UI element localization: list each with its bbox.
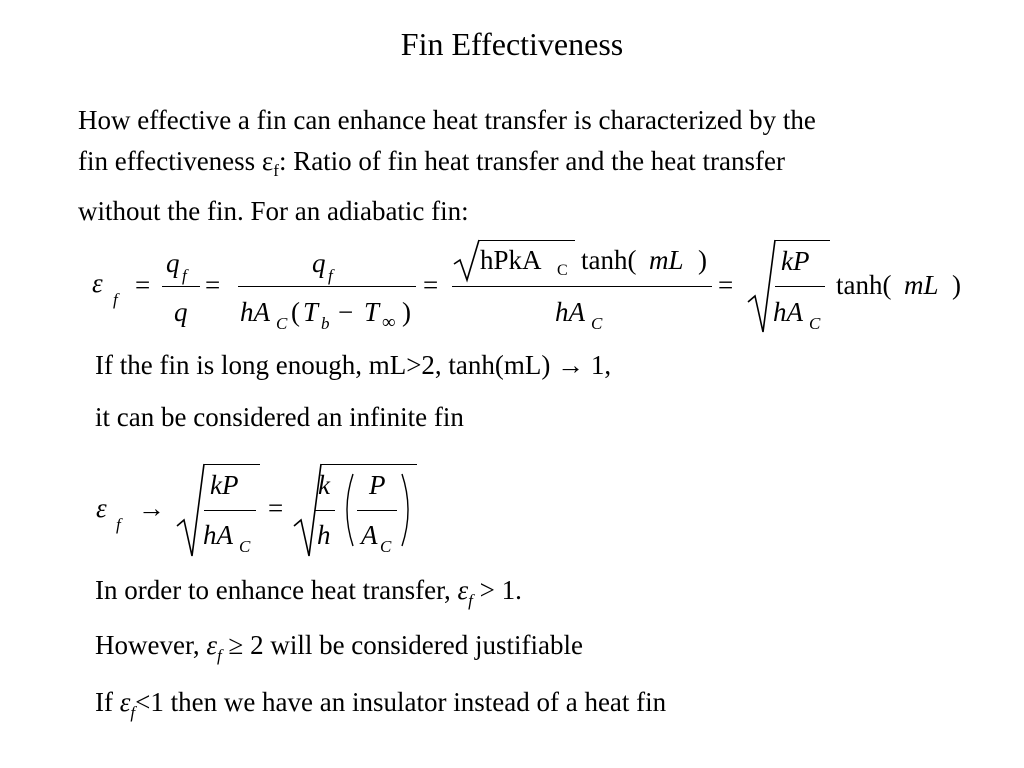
- intro-line-2-post: : Ratio of fin heat transfer and the heat transfer: [278, 146, 785, 176]
- eq1-sqrt2-C: C: [809, 314, 821, 333]
- eq1-sqrt-bar-2: [775, 240, 830, 241]
- eq2-sqrt-bar-1: [204, 464, 260, 465]
- intro-line-1: How effective a fin can enhance heat transfer is characterized by the: [78, 105, 816, 135]
- insulator-epsilon: ε: [119, 687, 131, 717]
- however-pre: However,: [95, 630, 207, 660]
- eq1-den3-hA: hA: [555, 297, 585, 327]
- eq1-equals-3: =: [423, 270, 439, 300]
- insulator-pre: If: [95, 687, 120, 717]
- eq2-hA: hA: [203, 520, 233, 550]
- insulator-line: [95, 687, 666, 723]
- however-line: [95, 630, 583, 666]
- enhance-epsilon: ε: [457, 575, 469, 605]
- eq2-fraction-bar-1: [204, 510, 256, 511]
- long-fin-line-1: If the fin is long enough, mL>2, tanh(mL) → 1,: [95, 350, 612, 380]
- however-epsilon: ε: [206, 630, 218, 660]
- eq1-den-paren-open: (: [291, 297, 300, 327]
- eq1-sqrt2-kP: kP: [781, 246, 810, 276]
- eq1-num-mL: mL: [649, 245, 684, 275]
- eq2-kP: kP: [210, 470, 239, 500]
- eq2-arrow: →: [138, 493, 165, 523]
- insulator-epsilon-sub: f: [130, 703, 136, 722]
- eq1-sqrt2-fraction-bar: [775, 286, 825, 287]
- eq2-epsilon-sub: f: [116, 515, 121, 534]
- eq1-tail-mL: mL: [904, 270, 939, 300]
- however-epsilon-sub: f: [217, 646, 222, 665]
- eq2-fraction-bar-3: [357, 510, 397, 511]
- eq1-epsilon: ε: [92, 268, 103, 298]
- eq1-equals-4: =: [718, 270, 734, 300]
- eq1-fraction-bar-3: [452, 286, 712, 287]
- eq1-den-minus: −: [338, 297, 354, 327]
- insulator-post: <1 then we have an insulator instead of a heat fin: [135, 687, 667, 717]
- eq1-q-denominator: q: [174, 297, 188, 327]
- eq1-den-T2: T: [364, 297, 380, 327]
- eq1-sqrt-hPkA: hPkA: [480, 245, 542, 275]
- eq1-num-close: ): [698, 245, 707, 275]
- eq1-den-paren-close: ): [402, 297, 411, 327]
- eq2-hA-sub: C: [239, 537, 251, 556]
- enhance-line: [95, 575, 522, 611]
- eq2-P: P: [369, 470, 386, 500]
- eq2-h: h: [317, 520, 331, 550]
- eq1-sqrt-hPkA-sub: C: [557, 262, 568, 279]
- eq1-equals-1: =: [135, 270, 151, 300]
- enhance-pre: In order to enhance heat transfer,: [95, 575, 458, 605]
- eq1-sqrt2-hA: hA: [773, 297, 803, 327]
- intro-line-2: [78, 141, 816, 191]
- intro-line-2-pre: fin effectiveness ε: [78, 146, 274, 176]
- eq1-sqrt-bar-1: [479, 240, 575, 241]
- eq1-den-b: b: [321, 314, 330, 333]
- eq2-left-paren: [341, 472, 355, 548]
- enhance-post: > 1.: [472, 575, 522, 605]
- eq1-qf-num-q: q: [166, 248, 180, 278]
- slide-title: Fin Effectiveness: [400, 26, 624, 62]
- eq2-k: k: [318, 470, 330, 500]
- eq1-num-tanh: tanh(: [581, 245, 637, 275]
- eq1-den-C: C: [276, 314, 288, 333]
- eq2-A: A: [361, 520, 378, 550]
- enhance-epsilon-sub: f: [468, 591, 473, 610]
- eq2-right-paren: [400, 472, 414, 548]
- eq1-tail-close: ): [952, 270, 961, 300]
- eq2-epsilon: ε: [96, 493, 107, 523]
- eq2-A-sub: C: [380, 537, 392, 556]
- eq1-qf2-num-f: f: [328, 266, 333, 285]
- eq1-qf2-num-q: q: [312, 248, 326, 278]
- eq1-fraction-bar-1: [162, 286, 200, 287]
- eq2-fraction-bar-2: [315, 510, 335, 511]
- eq1-fraction-bar-2: [238, 286, 416, 287]
- intro-paragraph: [78, 100, 816, 232]
- eq2-sqrt-bar-2: [321, 464, 417, 465]
- eq1-epsilon-sub: f: [113, 290, 118, 309]
- eq1-den-hA: hA: [240, 297, 270, 327]
- eq1-sqrt-symbol-1: [452, 238, 482, 284]
- eq1-den3-C: C: [591, 314, 603, 333]
- eq1-qf-num-f: f: [182, 266, 187, 285]
- eq1-equals-2: =: [205, 270, 221, 300]
- intro-line-3: without the fin. For an adiabatic fin:: [78, 196, 469, 226]
- however-post: ≥ 2 will be considered justifiable: [221, 630, 583, 660]
- eq2-equals: =: [268, 493, 284, 523]
- intro-line-2-sub: f: [273, 161, 279, 180]
- eq1-den-infinity: ∞: [382, 312, 396, 333]
- eq1-tail-tanh: tanh(: [836, 270, 892, 300]
- long-fin-line-2: it can be considered an infinite fin: [95, 402, 464, 432]
- eq1-den-T1: T: [303, 297, 319, 327]
